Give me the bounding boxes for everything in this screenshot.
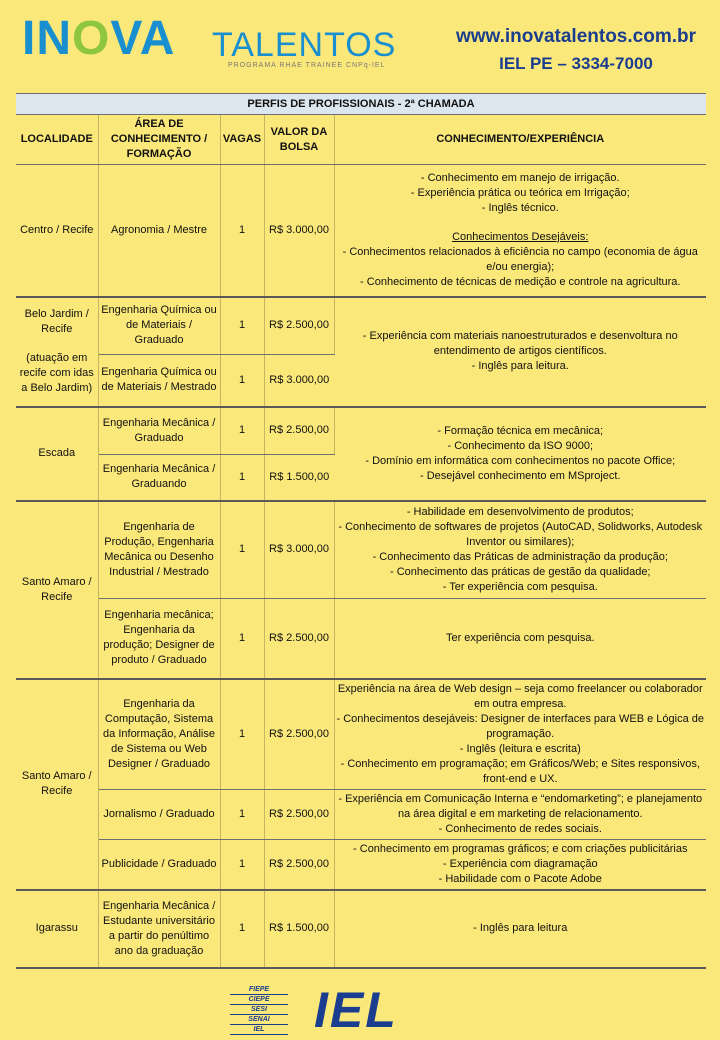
cell-valor: R$ 1.500,00 xyxy=(264,455,334,501)
cell-conhecimento xyxy=(334,501,706,599)
desired-title: Conhecimentos Desejáveis: xyxy=(452,230,589,243)
cell-valor: R$ 1.500,00 xyxy=(264,890,334,968)
req-line: Ter experiência com pesquisa. xyxy=(445,631,595,644)
req-line: - Formação técnica em mecânica; xyxy=(437,424,604,437)
cell-area: Engenharia Química ou de Materiais / Mestrado xyxy=(98,355,220,407)
logo-talentos: TALENTOS xyxy=(212,26,397,64)
req-line: - Desejável conhecimento em MSproject. xyxy=(419,469,621,482)
req-line: - Conhecimento em programas gráficos; e com criações publicitárias xyxy=(353,842,688,855)
table-row xyxy=(16,679,706,790)
cell-vagas: 1 xyxy=(220,679,264,790)
req-line: - Conhecimento das Práticas de administração da produção; xyxy=(372,550,668,563)
cell-conhecimento xyxy=(334,679,706,790)
cell-area: Agronomia / Mestre xyxy=(98,165,220,297)
req-line: - Experiência prática ou teórica em Irrigação; xyxy=(410,186,630,199)
profiles-table xyxy=(16,93,706,969)
req-line: - Inglês para leitura xyxy=(473,922,568,934)
cell-conhecimento xyxy=(334,890,706,968)
stack-item: CIEPE xyxy=(230,995,288,1005)
cell-localidade: Santo Amaro / Recife xyxy=(16,679,98,890)
cell-vagas: 1 xyxy=(220,890,264,968)
cell-localidade: Igarassu xyxy=(16,890,98,968)
req-line: - Conhecimento de técnicas de medição e controle na agricultura. xyxy=(360,275,681,288)
stack-item: IEL xyxy=(230,1025,288,1035)
cell-vagas: 1 xyxy=(220,165,264,297)
req-line: - Conhecimento em manejo de irrigação. xyxy=(420,171,620,184)
cell-valor: R$ 2.500,00 xyxy=(264,679,334,790)
cell-vagas: 1 xyxy=(220,839,264,890)
website-link[interactable]: www.inovatalentos.com.br xyxy=(455,26,696,47)
cell-valor: R$ 2.500,00 xyxy=(264,789,334,839)
header xyxy=(0,0,720,85)
req-line: - Conhecimentos relacionados à eficiência no campo (economia de água e/ou energia); xyxy=(342,245,698,273)
cell-area: Engenharia Mecânica / Graduado xyxy=(98,407,220,455)
iel-logo: IEL xyxy=(314,982,398,1038)
phone-number: IEL PE – 3334-7000 xyxy=(499,54,653,73)
cell-conhecimento xyxy=(334,407,706,501)
cell-localidade: Centro / Recife xyxy=(16,165,98,297)
req-line: - Inglês (leitura e escrita) xyxy=(459,742,581,755)
cell-valor: R$ 2.500,00 xyxy=(264,599,334,679)
table-row xyxy=(16,297,706,355)
req-line: - Experiência com materiais nanoestruturados e desenvoltura no entendimento de artigos científicos. xyxy=(362,330,678,357)
header-vagas: VAGAS xyxy=(220,115,264,165)
header-valor: VALOR DA BOLSA xyxy=(264,115,334,165)
logo-subtitle: PROGRAMA RHAE TRAINEE CNPq-IEL xyxy=(228,62,386,69)
cell-valor: R$ 3.000,00 xyxy=(264,501,334,599)
cell-vagas: 1 xyxy=(220,407,264,455)
cell-area: Engenharia Química ou de Materiais / Graduado xyxy=(98,297,220,355)
table-row xyxy=(16,839,706,890)
header-conhecimento: CONHECIMENTO/EXPERIÊNCIA xyxy=(334,115,706,165)
table-row xyxy=(16,407,706,455)
cell-localidade: Escada xyxy=(16,407,98,501)
req-line: Experiência na área de Web design – seja como freelancer ou colaborador em outra empresa. xyxy=(337,682,703,710)
cell-conhecimento xyxy=(334,789,706,839)
inova-talentos-logo xyxy=(22,12,397,74)
cell-area: Publicidade / Graduado xyxy=(98,839,220,890)
cell-conhecimento xyxy=(334,599,706,679)
cell-area: Engenharia mecânica; Engenharia da produção; Designer de produto / Graduado xyxy=(98,599,220,679)
cell-area: Engenharia Mecânica / Graduando xyxy=(98,455,220,501)
table-row xyxy=(16,165,706,297)
req-line: - Experiência com diagramação xyxy=(442,857,598,870)
stack-item: SENAI xyxy=(230,1015,288,1025)
req-line: - Habilidade com o Pacote Adobe xyxy=(438,872,602,885)
cell-area: Engenharia da Computação, Sistema da Informação, Análise de Sistema ou Web Designer / Graduado xyxy=(98,679,220,790)
cell-vagas: 1 xyxy=(220,355,264,407)
req-line: - Conhecimento de redes sociais. xyxy=(438,822,602,835)
req-line: - Conhecimentos desejáveis: Designer de interfaces para WEB e Lógica de programação. xyxy=(336,712,704,740)
cell-localidade xyxy=(16,297,98,407)
req-line: - Conhecimento das práticas de gestão da qualidade; xyxy=(389,565,651,578)
req-line: - Domínio em informática com conhecimentos no pacote Office; xyxy=(365,454,676,467)
table-row xyxy=(16,599,706,679)
cell-area: Engenharia de Produção, Engenharia Mecânica ou Desenho Industrial / Mestrado xyxy=(98,501,220,599)
footer-logos xyxy=(230,982,490,1038)
req-line: - Inglês para leitura. xyxy=(471,360,569,372)
table-title: PERFIS DE PROFISSIONAIS - 2ª CHAMADA xyxy=(16,94,706,115)
fiepe-system-logo xyxy=(230,985,288,1035)
cell-conhecimento xyxy=(334,297,706,407)
cell-valor: R$ 2.500,00 xyxy=(264,297,334,355)
req-line: - Inglês técnico. xyxy=(481,201,559,214)
cell-vagas: 1 xyxy=(220,599,264,679)
req-line: - Habilidade em desenvolvimento de produtos; xyxy=(406,505,634,518)
table-row xyxy=(16,501,706,599)
cell-valor: R$ 3.000,00 xyxy=(264,165,334,297)
contact-block xyxy=(456,26,696,74)
stack-item: FIEPE xyxy=(230,985,288,995)
req-line: - Experiência em Comunicação Interna e “endomarketing”; e planejamento na área digital e em marketing de relacionamento. xyxy=(338,792,703,820)
localidade-note: (atuação em recife com idas a Belo Jardim) xyxy=(19,352,94,394)
cell-conhecimento xyxy=(334,839,706,890)
cell-localidade: Santo Amaro / Recife xyxy=(16,501,98,679)
cell-valor: R$ 3.000,00 xyxy=(264,355,334,407)
logo-inova: INOVA xyxy=(22,12,176,65)
stack-item: SESI xyxy=(230,1005,288,1015)
cell-valor: R$ 2.500,00 xyxy=(264,407,334,455)
cell-area: Jornalismo / Graduado xyxy=(98,789,220,839)
cell-valor: R$ 2.500,00 xyxy=(264,839,334,890)
req-line: - Conhecimento da ISO 9000; xyxy=(447,439,594,452)
cell-conhecimento xyxy=(334,165,706,297)
cell-vagas: 1 xyxy=(220,789,264,839)
req-line: - Conhecimento de softwares de projetos (AutoCAD, Solidworks, Autodesk Inventor ou similares); xyxy=(338,520,703,548)
cell-area: Engenharia Mecânica / Estudante universitário a partir do penúltimo ano da graduação xyxy=(98,890,220,968)
table-row xyxy=(16,890,706,968)
localidade-text: Belo Jardim / Recife xyxy=(24,308,89,335)
logo-o-accent: O xyxy=(72,12,111,65)
cell-vagas: 1 xyxy=(220,501,264,599)
header-area: ÁREA DE CONHECIMENTO / FORMAÇÃO xyxy=(98,115,220,165)
req-line: - Conhecimento em programação; em Gráficos/Web; e Sites responsivos, front-end e UX. xyxy=(340,757,700,785)
req-line: - Ter experiência com pesquisa. xyxy=(442,580,598,593)
cell-vagas: 1 xyxy=(220,297,264,355)
header-localidade: LOCALIDADE xyxy=(16,115,98,165)
table-row xyxy=(16,789,706,839)
cell-vagas: 1 xyxy=(220,455,264,501)
